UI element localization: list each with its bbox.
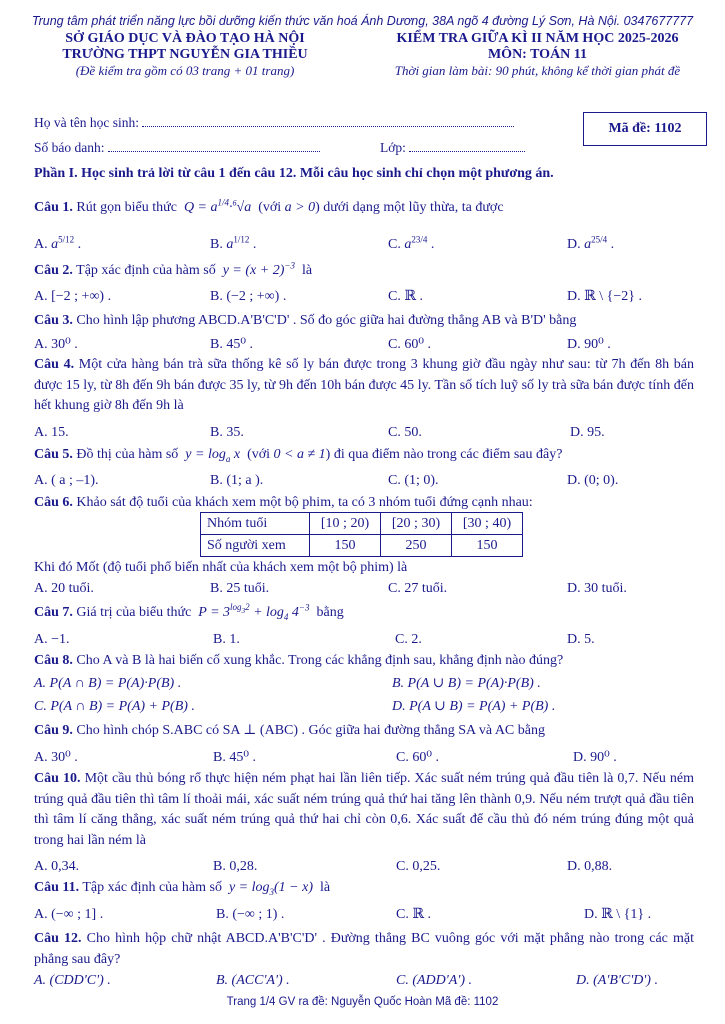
q8-text: Cho A và B là hai biến cố xung khắc. Trong các khẳng định sau, khẳng định nào đúng? [76, 653, 564, 668]
q4-number: Câu 4. [34, 357, 75, 372]
q3-text: Cho hình lập phương ABCD.A'B'C'D' . Số đo góc giữa hai đường thẳng AB và B'D' bằng [76, 313, 577, 328]
q6-option-d[interactable]: D. 30 tuổi. [567, 581, 627, 596]
q12-option-b[interactable]: B. (ACC'A') . [216, 973, 290, 988]
question-10 [34, 769, 694, 851]
q8-number: Câu 8. [34, 653, 73, 668]
q7-number: Câu 7. [34, 605, 73, 620]
q2-option-d[interactable]: D. ℝ \ {−2} . [567, 289, 642, 304]
q3-option-c[interactable]: C. 60⁰ . [388, 337, 431, 352]
q9-option-a[interactable]: A. 30⁰ . [34, 750, 78, 765]
q11-text: Tập xác định của hàm số [82, 880, 222, 895]
q1-number: Câu 1. [34, 200, 73, 215]
q8-option-a[interactable]: A. P(A ∩ B) = P(A)·P(B) . [34, 676, 182, 691]
q9-option-d[interactable]: D. 90⁰ . [573, 750, 617, 765]
department-name: SỞ GIÁO DỤC VÀ ĐÀO TẠO HÀ NỘI [65, 31, 305, 46]
q7-formula: $P = 3^{log_32} + \log_4 4^{-3}$ [194, 602, 310, 622]
q11-number: Câu 11. [34, 880, 80, 895]
q12-text: Cho hình hộp chữ nhật ABCD.A'B'C'D' . Đường thẳng BC vuông góc với mặt phẳng nào trong các mặt phẳng sau đây? [34, 931, 694, 967]
question-9 [34, 722, 545, 740]
question-11 [34, 879, 330, 897]
q12-option-d[interactable]: D. (A'B'C'D') . [576, 973, 658, 988]
subject-title: MÔN: TOÁN 11 [487, 47, 588, 62]
q2-option-c[interactable]: C. ℝ . [388, 289, 423, 304]
q2-formula: $y = (x + 2)^{-3}$ [219, 260, 295, 278]
q1-text: Rút gọn biểu thức [76, 200, 177, 215]
q5-option-a[interactable]: A. ( a ; –1). [34, 473, 99, 488]
q8-option-b[interactable]: B. P(A ∪ B) = P(A)·P(B) . [392, 676, 541, 691]
q9-option-c[interactable]: C. 60⁰ . [396, 750, 439, 765]
q7-option-d[interactable]: D. 5. [567, 632, 595, 647]
q7-option-c[interactable]: C. 2. [395, 632, 422, 647]
table-cell: [20 ; 30) [381, 513, 452, 535]
q1-text-c: ) dưới dạng một lũy thừa, ta được [315, 200, 504, 215]
q2-number: Câu 2. [34, 263, 73, 278]
student-name-row [34, 114, 514, 132]
q5-option-b[interactable]: B. (1; a ). [210, 473, 264, 488]
student-id-label: Số báo danh: [34, 140, 105, 155]
q5-text-c: ) đi qua điểm nào trong các điểm sau đây? [325, 447, 563, 462]
age-group-table [200, 512, 523, 557]
q1-formula: $Q = a^{1/4}\cdot^6√a$ [180, 197, 255, 215]
q8-option-c[interactable]: C. P(A ∩ B) = P(A) + P(B) . [34, 699, 195, 714]
q10-text: Một cầu thủ bóng rổ thực hiện ném phạt hai lần liên tiếp. Xác suất ném trúng quả đầu tiên là 0,7. Nếu ném trúng quả đầu tiên thì tâm lí thoải mái, xác suất ném trúng quả thứ hai tăng lên thành 0,9. Nếu ném trượt quả đầu tiên thì tâm lí căng thẳng, xác suất ném trúng quả thứ hai chỉ còn 0,6. Xác suất để cầu thủ đó ném trúng đúng một quả trong hai lần ném là [34, 771, 694, 848]
class-blank[interactable] [409, 141, 525, 152]
q1-option-c[interactable]: C. $a^{23/4}$ . [388, 234, 435, 252]
q11-option-b[interactable]: B. (−∞ ; 1) . [216, 907, 285, 922]
q6-option-a[interactable]: A. 20 tuổi. [34, 581, 94, 596]
q2-option-b[interactable]: B. (−2 ; +∞) . [210, 289, 287, 304]
class-label: Lớp: [380, 140, 406, 155]
table-cell: 150 [452, 535, 523, 557]
q8-option-d[interactable]: D. P(A ∪ B) = P(A) + P(B) . [392, 699, 556, 714]
q7-tail: bằng [316, 605, 344, 620]
q9-number: Câu 9. [34, 723, 73, 738]
exam-code-box: Mã đề: 1102 [583, 112, 707, 146]
q10-option-d[interactable]: D. 0,88. [567, 859, 613, 874]
question-5 [34, 446, 562, 464]
q12-number: Câu 12. [34, 931, 82, 946]
part-1-title: Phần I. Học sinh trả lời từ câu 1 đến câu 12. Mỗi câu học sinh chỉ chọn một phương án. [34, 166, 554, 181]
q6-text-2: Khi đó Mốt (độ tuổi phổ biến nhất của khách xem một bộ phim) là [34, 560, 408, 575]
student-id-row [34, 139, 320, 157]
q7-option-a[interactable]: A. −1. [34, 632, 70, 647]
table-cell: [30 ; 40) [452, 513, 523, 535]
question-6 [34, 494, 533, 512]
table-cell: [10 ; 20) [310, 513, 381, 535]
student-name-label: Họ và tên học sinh: [34, 115, 139, 130]
exam-title: KIỂM TRA GIỮA KÌ II NĂM HỌC 2025-2026 [396, 31, 679, 46]
school-name: TRƯỜNG THPT NGUYỄN GIA THIỀU [62, 47, 308, 62]
question-8 [34, 652, 563, 670]
q3-option-b[interactable]: B. 45⁰ . [210, 337, 253, 352]
q6-option-c[interactable]: C. 27 tuổi. [388, 581, 448, 596]
table-row [201, 535, 523, 557]
q5-option-d[interactable]: D. (0; 0). [567, 473, 619, 488]
q11-tail: là [320, 880, 331, 895]
q1-text-b: (với [258, 200, 282, 215]
time-note: Thời gian làm bài: 90 phút, không kể thời gian phát đề [394, 63, 681, 78]
q10-option-c[interactable]: C. 0,25. [396, 859, 441, 874]
header-right [355, 31, 720, 79]
q3-number: Câu 3. [34, 313, 73, 328]
q5-text: Đồ thị của hàm số [76, 447, 179, 462]
page-footer: Trang 1/4 GV ra đề: Nguyễn Quốc Hoàn Mã đề: 1102 [226, 996, 499, 1008]
q5-condition: 0 < a ≠ 1 [273, 447, 326, 462]
student-name-blank[interactable] [142, 116, 514, 127]
question-3 [34, 312, 576, 330]
q10-option-b[interactable]: B. 0,28. [213, 859, 258, 874]
table-cell: Nhóm tuổi [201, 513, 310, 535]
q7-text: Giá trị của biểu thức [76, 605, 192, 620]
q10-number: Câu 10. [34, 771, 81, 786]
q7-option-b[interactable]: B. 1. [213, 632, 240, 647]
q1-condition: a > 0 [284, 200, 316, 215]
q11-formula: $y = \log_3(1 - x)$ [225, 880, 317, 897]
q6-number: Câu 6. [34, 495, 73, 510]
q1-option-a[interactable]: A. $a^{5/12}$ . [34, 234, 82, 252]
q2-text: Tập xác định của hàm số [76, 263, 216, 278]
q3-option-a[interactable]: A. 30⁰ . [34, 337, 78, 352]
q5-text-b: (với [247, 447, 271, 462]
q11-option-c[interactable]: C. ℝ . [396, 907, 431, 922]
q9-text: Cho hình chóp S.ABC có SA ⊥ (ABC) . Góc giữa hai đường thẳng SA và AC bằng [76, 723, 545, 738]
q4-option-c[interactable]: C. 50. [388, 425, 422, 440]
class-row [380, 139, 525, 157]
q9-option-b[interactable]: B. 45⁰ . [213, 750, 256, 765]
q11-option-a[interactable]: A. (−∞ ; 1] . [34, 907, 104, 922]
q11-option-d[interactable]: D. ℝ \ {1} . [584, 907, 652, 922]
q1-option-d[interactable]: D. $a^{25/4}$ . [567, 234, 615, 252]
question-2 [34, 262, 312, 280]
q4-option-d[interactable]: D. 95. [570, 425, 605, 440]
q5-option-c[interactable]: C. (1; 0). [388, 473, 439, 488]
q3-option-d[interactable]: D. 90⁰ . [567, 337, 611, 352]
q4-option-a[interactable]: A. 15. [34, 425, 69, 440]
question-4 [34, 355, 694, 417]
q6-option-b[interactable]: B. 25 tuổi. [210, 581, 270, 596]
q10-option-a[interactable]: A. 0,34. [34, 859, 80, 874]
table-row [201, 513, 523, 535]
center-info-note: Trung tâm phát triển năng lực bồi dưỡng kiến thức văn hoá Ánh Dương, 38A ngõ 4 đường Lý Sơn, Hà Nội. 0347677777 [31, 14, 694, 28]
table-cell: 150 [310, 535, 381, 557]
pages-note: (Đề kiểm tra gồm có 03 trang + 01 trang) [75, 63, 295, 78]
q2-option-a[interactable]: A. [−2 ; +∞) . [34, 289, 112, 304]
question-1 [34, 199, 504, 217]
q12-option-a[interactable]: A. (CDD'C') . [34, 973, 111, 988]
q5-formula: $y = \log_a x$ [181, 447, 244, 464]
q4-option-b[interactable]: B. 35. [210, 425, 244, 440]
table-cell: 250 [381, 535, 452, 557]
q4-text: Một cửa hàng bán trà sữa thống kê số ly bán được trong 3 khung giờ đầu ngày như sau: từ 7h đến 8h bán được 15 ly, từ 8h đến 9h bán được 35 ly, từ 9h đến 10h bán được 45 ly. Tần số tích luỹ số ly trà sữa bán được tính đến hết khung giờ 8h đến 9h là [34, 357, 694, 413]
question-7 [34, 604, 344, 622]
student-id-blank[interactable] [108, 141, 320, 152]
q6-text: Khảo sát độ tuổi của khách xem một bộ phim, ta có 3 nhóm tuổi đứng cạnh nhau: [76, 495, 533, 510]
q1-option-b[interactable]: B. $a^{1/12}$ . [210, 234, 257, 252]
q5-number: Câu 5. [34, 447, 73, 462]
q12-option-c[interactable]: C. (ADD'A') . [396, 973, 472, 988]
q2-tail: là [301, 263, 313, 278]
table-cell: Số người xem [201, 535, 310, 557]
question-12 [34, 929, 694, 970]
header-left [20, 31, 350, 79]
